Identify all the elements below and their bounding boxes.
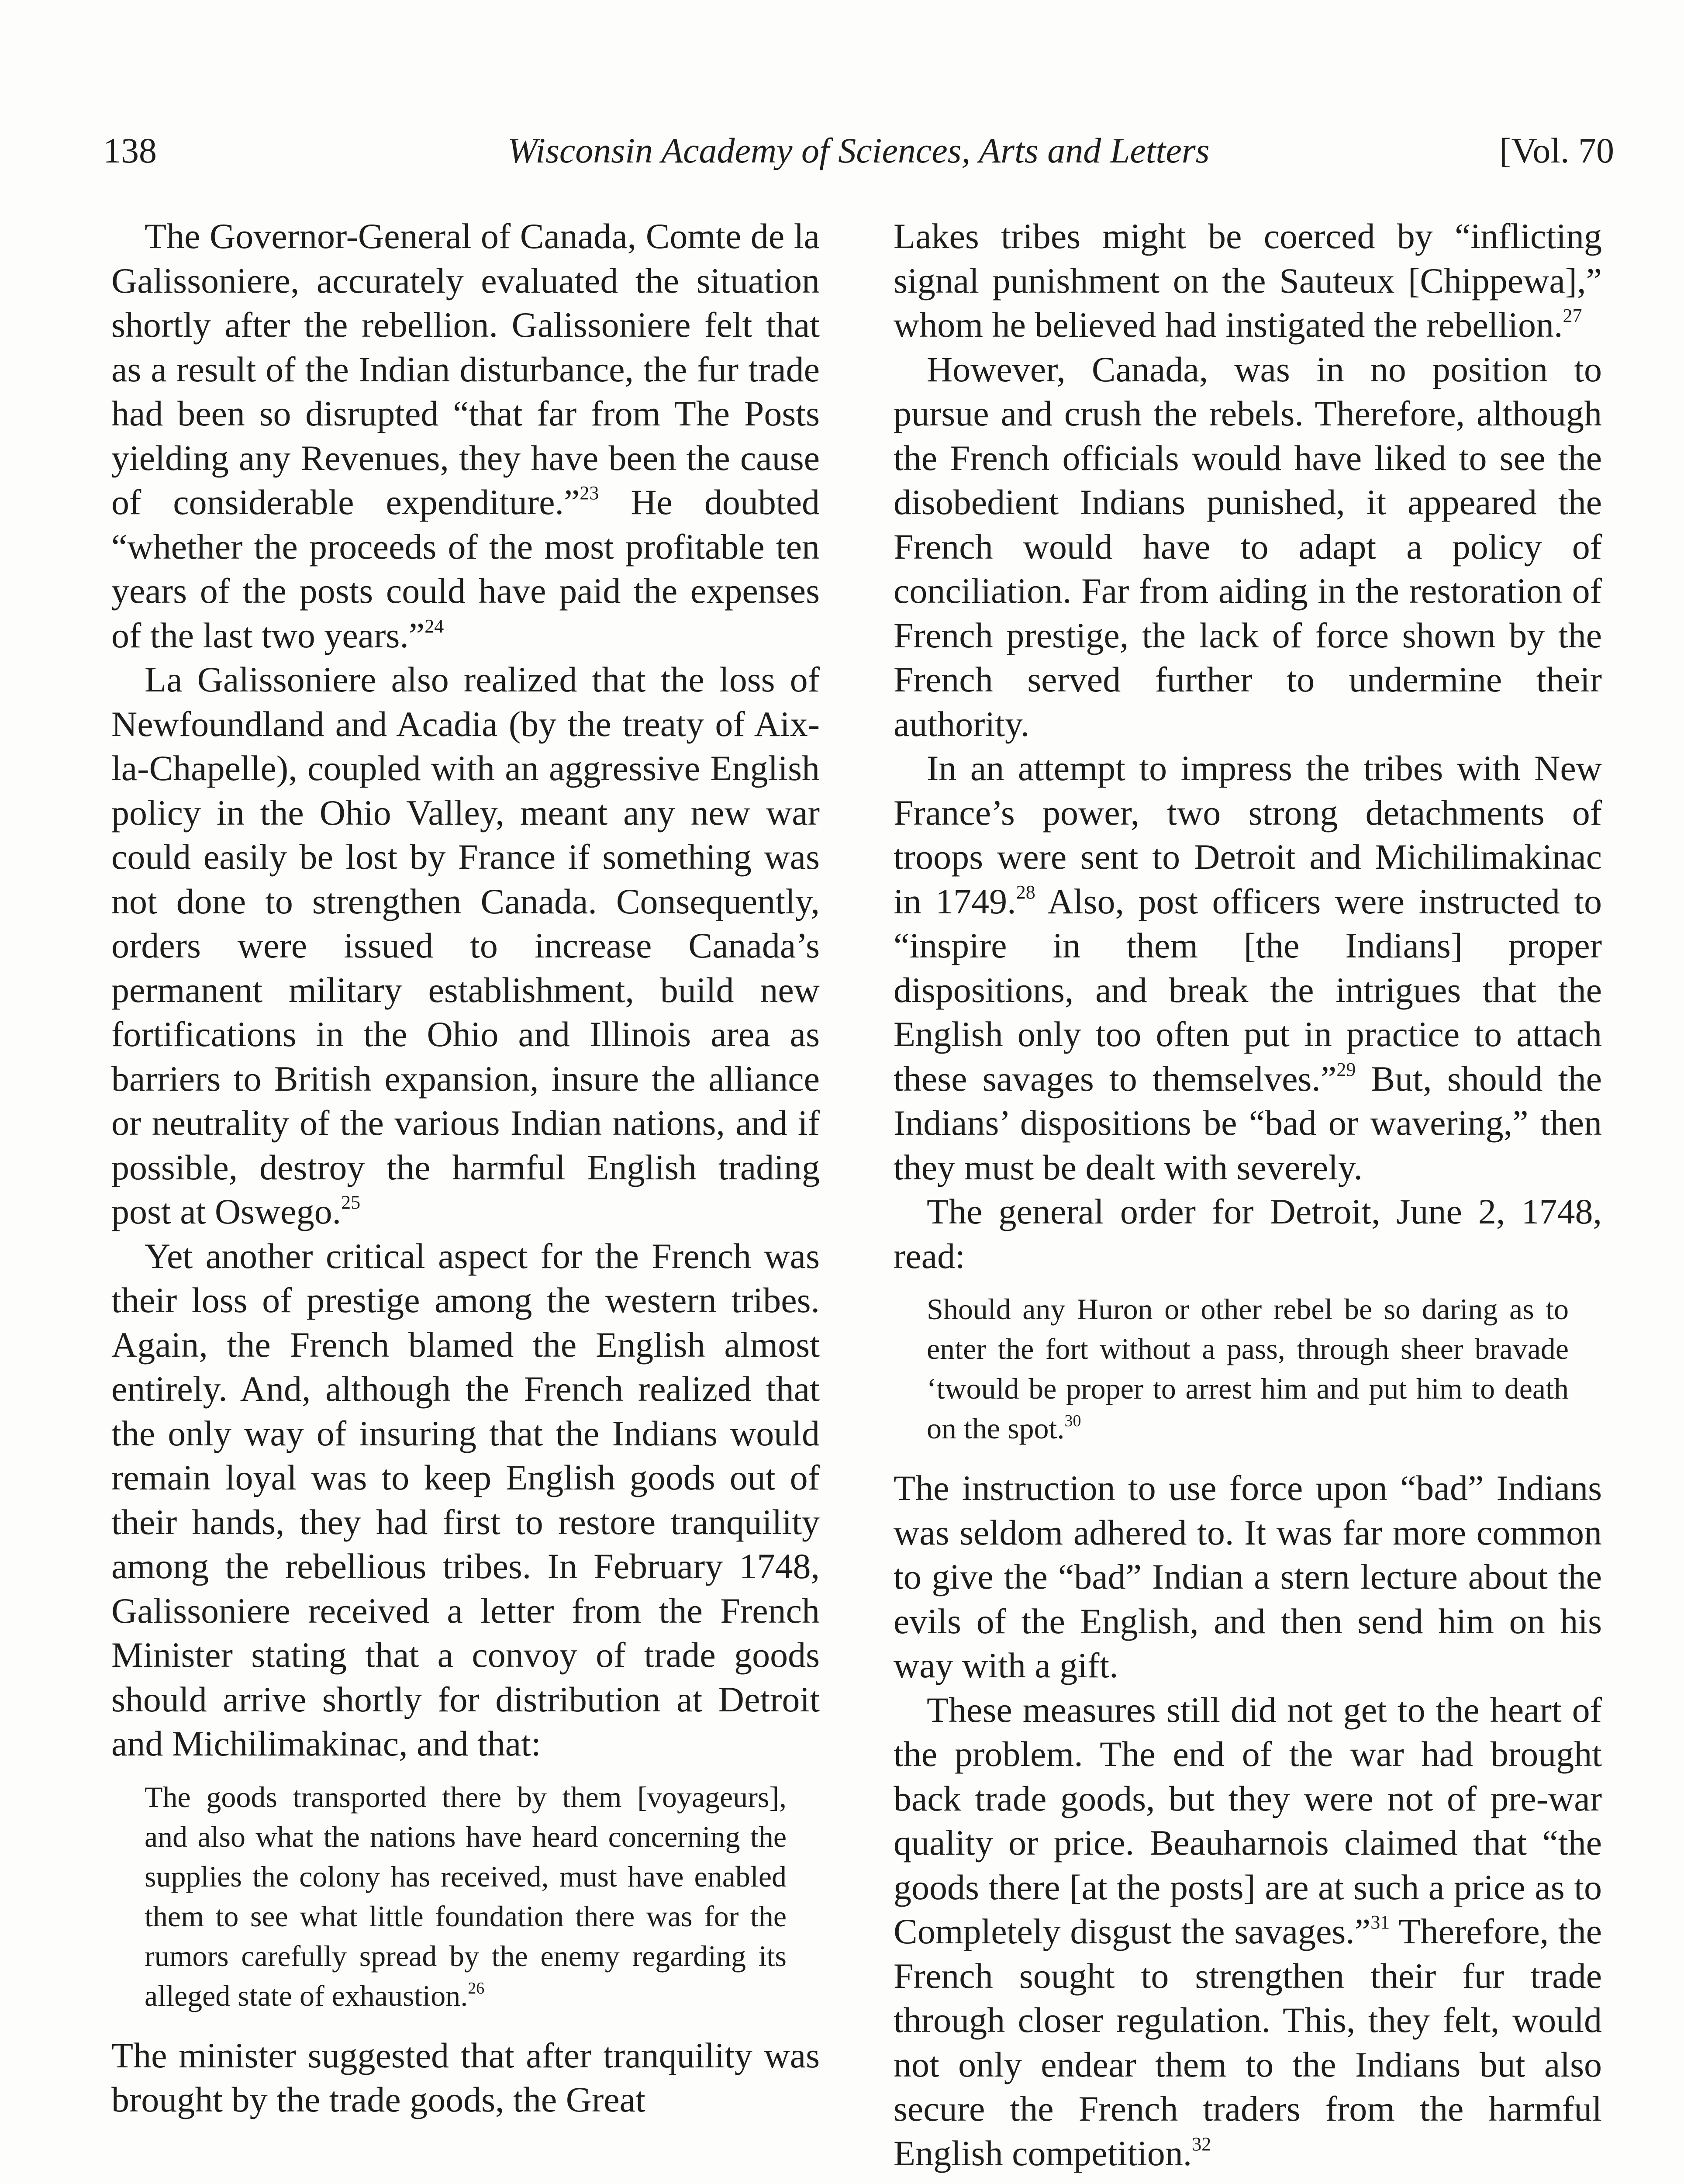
page-header (103, 127, 1614, 175)
paragraph (111, 657, 820, 1234)
paragraph (111, 2033, 820, 2122)
volume-label: [Vol. 70 (1499, 131, 1614, 170)
paragraph-text: The Governor-General of Canada, Comte de la Galissoniere, accurately evaluated the situation shortly after the rebellion. Galissoniere felt that as a result of the Indian disturbance, the fur trade had been so disrupted “that far from The Posts yielding any Revenues, they have been the cause of considerable expenditure.” (111, 216, 820, 522)
paragraph-text: These measures still did not get to the heart of the problem. The end of the war had brought back trade goods, but they were not of pre-war quality or price. Beauharnois claimed that “the goods there [at the posts] are at such a price as to Completely disgust the savages.” (894, 1690, 1602, 1951)
running-title: Wisconsin Academy of Sciences, Arts and Letters (507, 131, 1210, 170)
footnote-ref: 26 (468, 1979, 485, 1997)
footnote-ref: 28 (1016, 881, 1035, 903)
footnote-ref: 32 (1192, 2133, 1211, 2155)
footnote-ref: 25 (341, 1192, 361, 1213)
footnote-ref: 23 (580, 482, 599, 504)
paragraph-text: But, should the Indians’ dispositions be “bad or wavering,” then they must be dealt with severely. (894, 1058, 1602, 1187)
paragraph-text: He doubted “whether the proceeds of the most profitable ten years of the posts could have paid the expenses of the last two years.” (111, 482, 820, 655)
paragraph-text: The general order for Detroit, June 2, 1748, read: (894, 1192, 1602, 1276)
paragraph-text: The instruction to use force upon “bad” Indians was seldom adhered to. It was far more common to give the “bad” Indian a stern lecture about the evils of the English, and then send him on his way with a gift. (894, 1468, 1602, 1685)
block-quote (111, 1777, 820, 2016)
paragraph-text: La Galissoniere also realized that the loss of Newfoundland and Acadia (by the treaty of Aix-la-Chapelle), coupled with an aggressive English policy in the Ohio Valley, meant any new war could easily be lost by France if something was not done to strengthen Canada. Consequently, orders were issued to increase Canada’s permanent military establishment, build new fortifications in the Ohio and Illinois area as barriers to British expansion, insure the alliance or neutrality of the various Indian nations, and if possible, destroy the harmful English trading post at Oswego. (111, 660, 820, 1231)
paragraph-text: Yet another critical aspect for the French was their loss of prestige among the western tribes. Again, the French blamed the English almost entirely. And, although the French realized that the only way of insuring that the Indians would remain loyal was to keep English goods out of their hands, they had first to restore tranquility among the rebellious tribes. In February 1748, Galissoniere received a letter from the French Minister stating that a convoy of trade goods should arrive shortly for distribution at Detroit and Michilimakinac, and that: (111, 1236, 820, 1763)
paragraph-text: Lakes tribes might be coerced by “inflicting signal punishment on the Sauteux [Chippewa],” whom he believed had instigated the rebellion. (894, 216, 1602, 345)
quote-text: Should any Huron or other rebel be so daring as to enter the fort without a pass, through sheer bravade ‘twould be proper to arrest him and put him to death on the spot. (927, 1292, 1569, 1445)
paragraph-text: However, Canada, was in no position to pursue and crush the rebels. Therefore, although the French officials would have liked to see the disobedient Indians punished, it appeared the French would have to adapt a policy of conciliation. Far from aiding in the restoration of French prestige, the lack of force shown by the French served further to undermine their authority. (894, 349, 1602, 744)
footnote-ref: 24 (424, 615, 444, 637)
footnote-ref: 27 (1563, 305, 1582, 326)
paragraph (894, 1189, 1602, 1278)
paragraph (894, 214, 1602, 347)
paragraph-text: Also, post officers were instructed to “inspire in them [the Indians] proper dispositions, and break the intrigues that the English only too often put in practice to attach these savages to themselves.” (894, 881, 1602, 1099)
paragraph-text: The minister suggested that after tranquility was brought by the trade goods, the Great (111, 2035, 820, 2119)
paragraph (894, 1688, 1602, 2176)
quote-text: The goods transported there by them [voyageurs], and also what the nations have heard concerning the supplies the colony has received, must have enabled them to see what little foundation there was for the rumors carefully spread by the enemy regarding its alleged state of exhaustion. (145, 1780, 787, 2012)
right-column (894, 214, 1602, 2175)
paragraph-text: Therefore, the French sought to strengthen their fur trade through closer regulation. This, they felt, would not only endear them to the Indians but also secure the French traders from the harmful English competition. (894, 1911, 1602, 2173)
paragraph (894, 347, 1602, 746)
paragraph-text: In an attempt to impress the tribes with New France’s power, two strong detachments of troops were sent to Detroit and Michilimakinac in 1749. (894, 748, 1602, 921)
paragraph (111, 214, 820, 657)
footnote-ref: 29 (1336, 1058, 1356, 1080)
paragraph (894, 1466, 1602, 1688)
paragraph (894, 746, 1602, 1189)
page-number: 138 (103, 131, 157, 170)
footnote-ref: 30 (1064, 1412, 1081, 1430)
block-quote (894, 1289, 1602, 1448)
left-column (111, 214, 820, 2122)
paragraph (111, 1234, 820, 1766)
footnote-ref: 31 (1370, 1911, 1390, 1933)
